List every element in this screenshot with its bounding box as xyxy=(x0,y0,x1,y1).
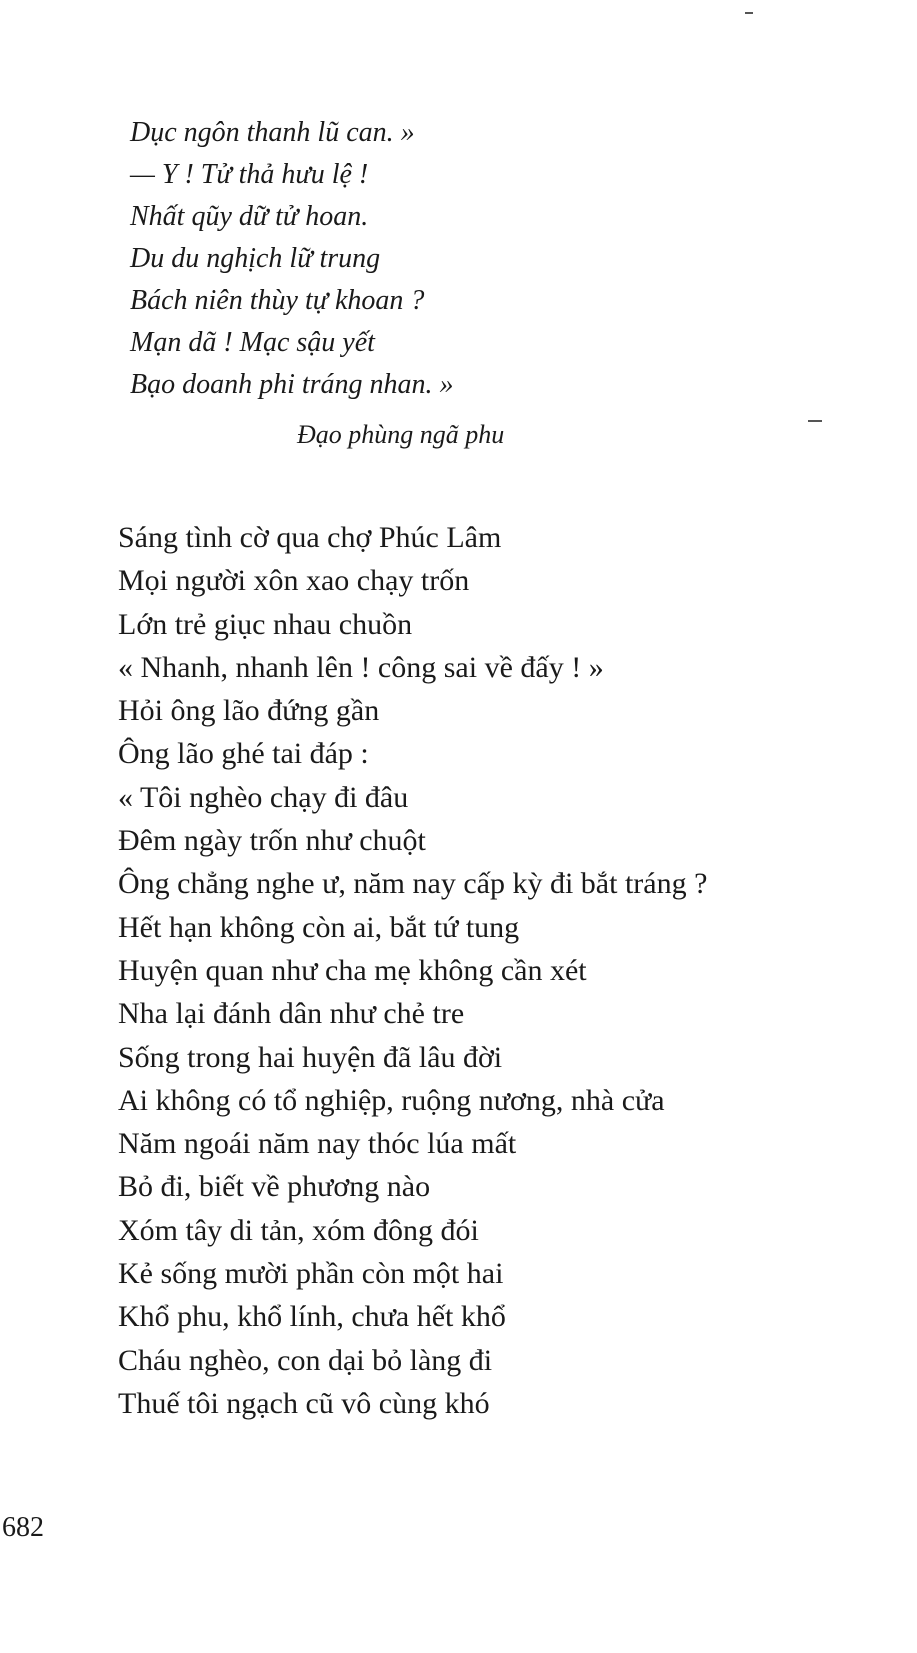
poem-line: « Tôi nghèo chạy đi đâu xyxy=(118,780,409,814)
stanza-line: Dục ngôn thanh lũ can. » xyxy=(130,117,415,148)
stanza-line: Bạo doanh phi tráng nhan. » xyxy=(130,369,454,400)
poem-line: Thuế tôi ngạch cũ vô cùng khó xyxy=(118,1386,490,1420)
poem-line: Năm ngoái năm nay thóc lúa mất xyxy=(118,1127,517,1161)
stanza-line: Nhất qũy dữ tử hoan. xyxy=(130,201,369,232)
poem-translation xyxy=(118,516,898,1425)
poem-line: Cháu nghèo, con dại bỏ làng đi xyxy=(118,1343,493,1377)
poem-line: Đêm ngày trốn như chuột xyxy=(118,824,426,858)
stanza-line: — Y ! Tử thả hưu lệ ! xyxy=(130,159,369,190)
poem-line: Ông chẳng nghe ư, năm nay cấp kỳ đi bắt tráng ? xyxy=(118,867,708,901)
poem-line: Huyện quan như cha mẹ không cần xét xyxy=(118,953,587,987)
poem-attribution: Đạo phùng ngã phu xyxy=(297,420,505,449)
scan-mark xyxy=(745,12,753,14)
poem-line: Ai không có tổ nghiệp, ruộng nương, nhà cửa xyxy=(118,1083,665,1117)
poem-line: Hết hạn không còn ai, bắt tứ tung xyxy=(118,910,520,944)
italic-stanza xyxy=(130,112,730,406)
poem-line: Kẻ sống mười phần còn một hai xyxy=(118,1257,504,1291)
poem-line: Khổ phu, khổ lính, chưa hết khổ xyxy=(118,1300,506,1334)
poem-line: Lớn trẻ giục nhau chuồn xyxy=(118,607,413,641)
poem-line: Bỏ đi, biết về phương nào xyxy=(118,1170,431,1204)
poem-line: Mọi người xôn xao chạy trốn xyxy=(118,564,470,598)
poem-line: Xóm tây di tản, xóm đông đói xyxy=(118,1213,479,1247)
scan-mark xyxy=(808,420,822,422)
stanza-line: Du du nghịch lữ trung xyxy=(130,243,381,274)
poem-line: Sáng tình cờ qua chợ Phúc Lâm xyxy=(118,521,502,554)
poem-line: « Nhanh, nhanh lên ! công sai về đấy ! » xyxy=(118,650,604,684)
poem-line: Nha lại đánh dân như chẻ tre xyxy=(118,997,465,1031)
poem-line: Sống trong hai huyện đã lâu đời xyxy=(118,1040,503,1074)
stanza-line: Bách niên thùy tự khoan ? xyxy=(130,285,425,316)
stanza-line: Mạn dã ! Mạc sậu yết xyxy=(130,327,375,358)
page-number: 682 xyxy=(2,1512,44,1543)
poem-line: Ông lão ghé tai đáp : xyxy=(118,737,369,771)
poem-line: Hỏi ông lão đứng gần xyxy=(118,694,380,728)
